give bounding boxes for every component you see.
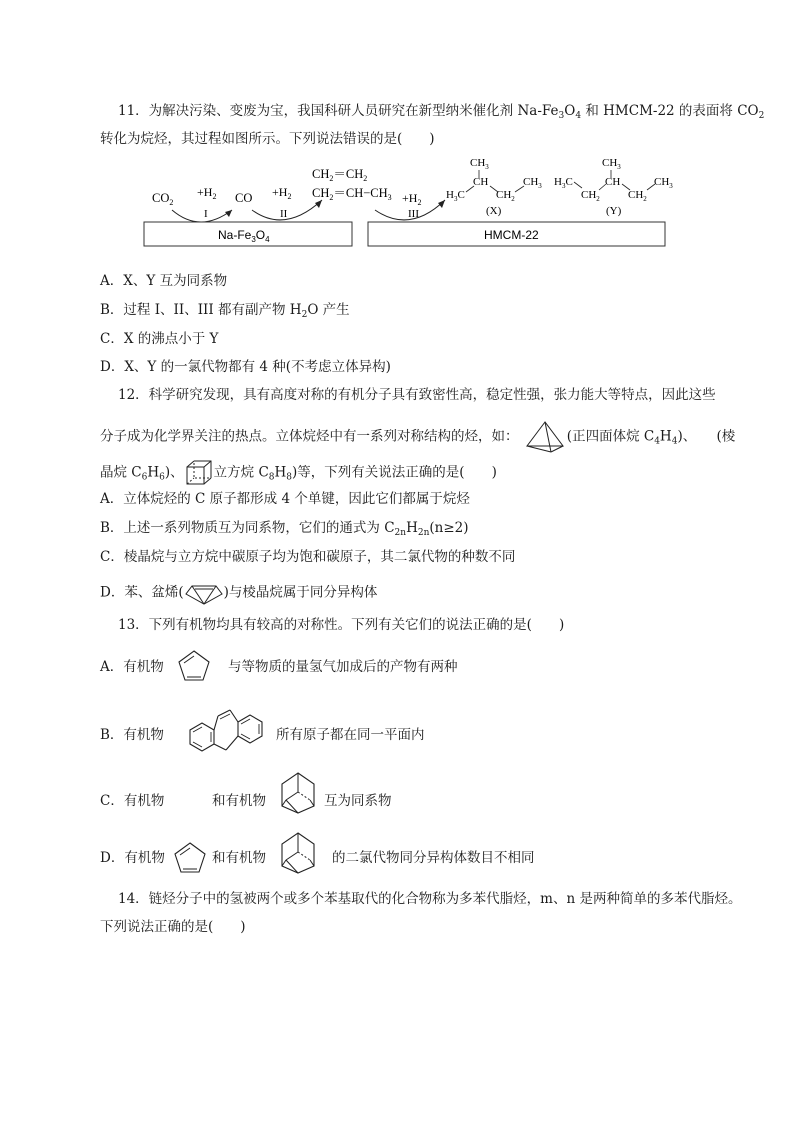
- q11-diagram: [140, 152, 673, 252]
- q13-option-c-prefix: C．有机物: [100, 793, 165, 809]
- q11-option-a: A．X、Y 互为同系物: [100, 273, 228, 289]
- q13-option-c-mid: 和有机物: [212, 793, 266, 809]
- q12-option-d: D．苯、盆烯( )与棱晶烷属于同分异构体: [100, 580, 377, 606]
- q12-line2: 分子成为化学界关注的热点。立体烷烃中有一系列对称结构的烃，如： (正四面体烷 $C_4H_4$)、 (棱: [100, 420, 735, 454]
- q13-option-d-text: 的二氯代物同分异构体数目不相同: [332, 850, 535, 866]
- q12-option-c: C．棱晶烷与立方烷中碳原子均为饱和碳原子，其二氯代物的种数不同: [100, 549, 516, 565]
- q13-stem: 13．下列有机物均具有较高的对称性。下列有关它们的说法正确的是( ): [118, 617, 565, 633]
- cyclopentadiene-structure-a: [176, 648, 212, 684]
- step-3-label: III: [408, 208, 419, 220]
- step-2-label: II: [280, 208, 288, 220]
- q14-line1: 14．链烃分子中的氢被两个或多个苯基取代的化合物称为多苯代脂烃，m、n 是两种简单的多苯代脂烃。: [118, 891, 742, 907]
- h2-label-2: $+H_2$: [272, 185, 292, 201]
- cyclopentadiene-structure-d: [172, 840, 208, 876]
- catalyst-label-nafe3o4: $Na-Fe_3O_4$: [218, 228, 270, 244]
- adamantane-structure-c: [278, 770, 318, 816]
- adamantane-structure-d: [278, 830, 318, 876]
- q13-option-c-text: 互为同系物: [324, 793, 392, 809]
- molecule-x: [446, 157, 542, 217]
- q12-option-b: B．上述一系列物质互为同系物，它们的通式为 $C_{2n}H_{2n}(n\ge 2)$: [100, 520, 469, 538]
- y-label: (Y): [606, 205, 622, 217]
- q13-option-a-prefix: A．有机物: [100, 659, 164, 675]
- q11-line2: 转化为烷烃，其过程如图所示。下列说法错误的是( ): [100, 131, 435, 147]
- q11-option-c: C．X 的沸点小于 Y: [100, 331, 219, 347]
- h2-label-1: $+H_2$: [197, 185, 217, 201]
- svg-text:CH: CH: [605, 176, 621, 188]
- svg-text:H3C: $H_3C$: [554, 176, 573, 190]
- svg-text:CH3: $CH_3$: [470, 157, 489, 171]
- cubane-structure: [184, 458, 214, 488]
- svg-text:CH2: $CH_2$: [496, 189, 515, 203]
- q14-line2: 下列说法正确的是( ): [100, 919, 246, 935]
- svg-text:CH3: $CH_3$: [654, 176, 673, 190]
- q12-line3: 晶烷 $C_6H_6$)、 立方烷 $C_8H_8$)等，下列有关说法正确的是( ): [100, 458, 497, 488]
- dibenzosuberene-structure: [174, 702, 274, 760]
- step-1-label: I: [204, 208, 208, 220]
- q13-option-b-text: 所有原子都在同一平面内: [276, 727, 425, 743]
- svg-text:H3C: $H_3C$: [446, 189, 465, 203]
- arrow-step-1: [172, 210, 232, 222]
- q11-option-b: B．过程 I、II、III 都有副产物 $H_2O$ 产生: [100, 302, 350, 320]
- h2-label-3: $+H_2$: [402, 191, 422, 207]
- svg-text:CH2: $CH_2$: [581, 189, 600, 203]
- q11-line1: 11．为解决污染、变废为宝，我国科研人员研究在新型纳米催化剂 $Na-Fe_3O_4$ 和 HMCM-22 的表面将 $CO_2$: [118, 103, 765, 121]
- svg-text:CH3: $CH_3$: [523, 176, 542, 190]
- catalyst-label-hmcm22: HMCM-22: [484, 228, 539, 242]
- q13-option-d-mid: 和有机物: [212, 850, 266, 866]
- q12-option-a: A．立体烷烃的 C 原子都形成 4 个单键，因此它们都属于烷烃: [100, 491, 470, 507]
- co2-label: $CO_2$: [152, 191, 174, 207]
- q13-option-a-text: 与等物质的量氢气加成后的产物有两种: [228, 659, 458, 675]
- benzvalene-structure: [184, 580, 224, 606]
- ethylene-formula: $CH_2=CH_2$: [312, 167, 368, 183]
- q13-option-b-prefix: B．有机物: [100, 727, 164, 743]
- x-label: (X): [486, 205, 502, 217]
- molecule-y: [554, 157, 673, 217]
- co-label: CO: [235, 191, 253, 205]
- q12-line1: 12．科学研究发现，具有高度对称的有机分子具有致密性高，稳定性强，张力能大等特点，因此这些: [118, 387, 716, 403]
- propene-formula: $CH_2=CH-CH_3$: [312, 186, 392, 202]
- q13-option-d-prefix: D．有机物: [100, 850, 165, 866]
- svg-text:CH: CH: [473, 176, 489, 188]
- svg-text:CH2: $CH_2$: [628, 189, 647, 203]
- tetrahedrane-structure: [523, 420, 567, 454]
- q11-option-d: D．X、Y 的一氯代物都有 4 种(不考虑立体异构): [100, 359, 391, 375]
- svg-text:CH3: $CH_3$: [602, 157, 621, 171]
